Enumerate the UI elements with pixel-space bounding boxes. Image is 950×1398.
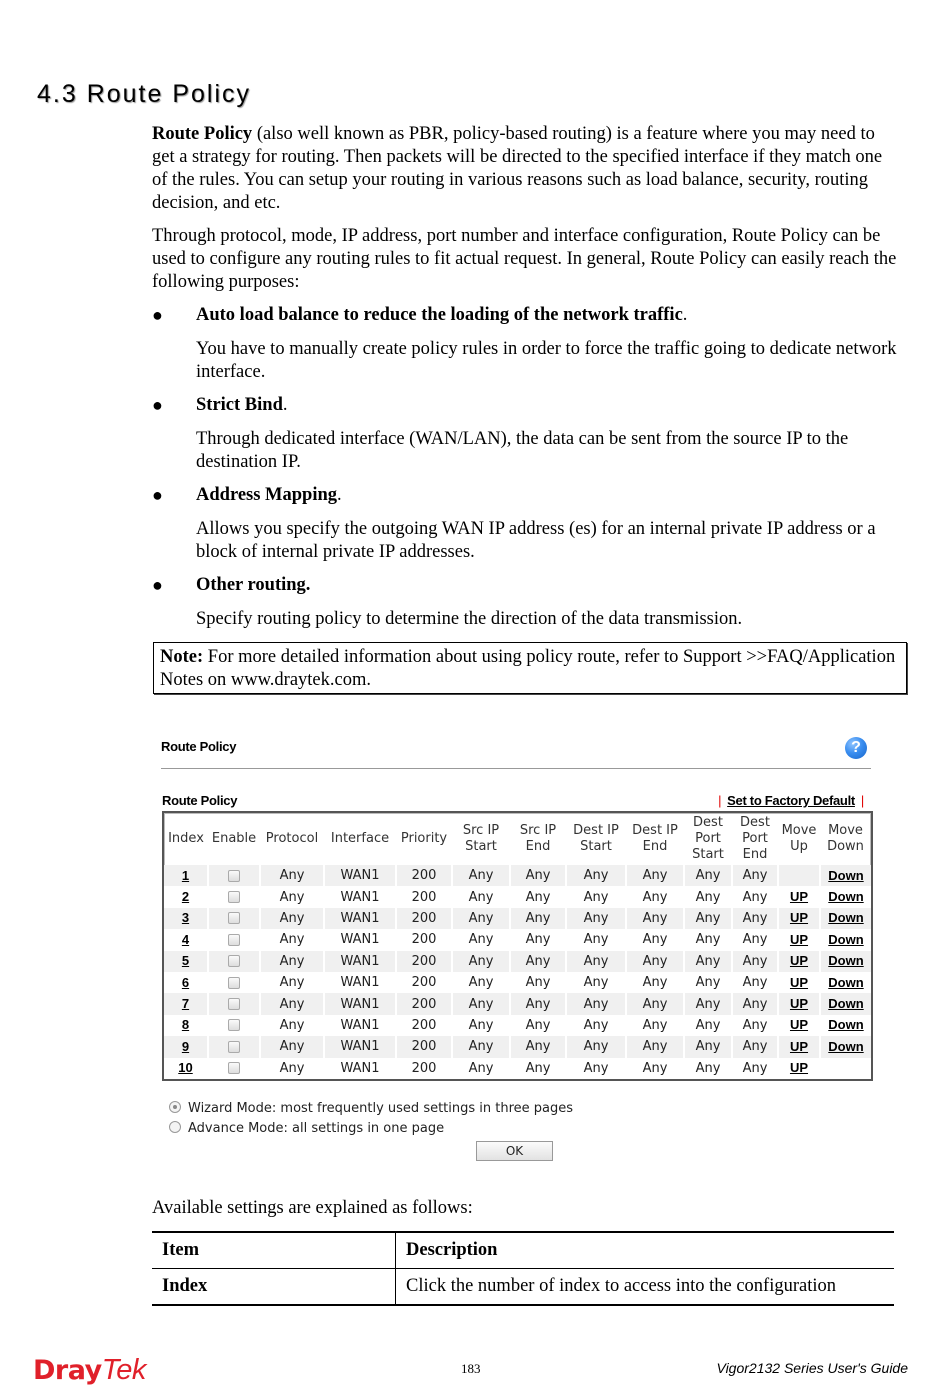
dport-end-cell: Any: [732, 1058, 778, 1079]
src-start-cell: Any: [452, 972, 510, 993]
col-dest-port-end: Dest Port End: [740, 815, 770, 862]
move-down-cell: [820, 972, 871, 993]
src-start-cell: Any: [452, 886, 510, 907]
bullet-dot-icon: ●: [152, 305, 163, 325]
src-end-cell: Any: [510, 972, 566, 993]
dst-end-cell: Any: [626, 951, 684, 972]
logo-dray: Dray: [33, 1355, 102, 1386]
dport-end-cell: Any: [732, 908, 778, 929]
table-row: [164, 972, 871, 993]
dst-start-cell: Any: [566, 886, 626, 907]
interface-cell: WAN1: [324, 1058, 396, 1079]
table-row: [164, 865, 871, 886]
priority-cell: 200: [396, 908, 452, 929]
move-up-cell: [778, 865, 820, 886]
index-link[interactable]: 5: [181, 953, 190, 969]
src-start-cell: Any: [452, 951, 510, 972]
protocol-cell: Any: [260, 865, 324, 886]
ui-page-title: Route Policy: [161, 739, 237, 754]
dport-end-cell: Any: [732, 993, 778, 1014]
move-down-cell: [820, 951, 871, 972]
dst-end-cell: Any: [626, 1036, 684, 1057]
src-start-cell: Any: [452, 929, 510, 950]
interface-cell: WAN1: [324, 1015, 396, 1036]
priority-cell: 200: [396, 1058, 452, 1079]
src-start-cell: Any: [452, 865, 510, 886]
dport-start-cell: Any: [684, 1036, 732, 1057]
move-up-link[interactable]: UP: [789, 1017, 809, 1033]
dport-start-cell: Any: [684, 1058, 732, 1079]
enable-cell: [208, 929, 260, 950]
index-link[interactable]: 2: [181, 889, 190, 905]
src-end-cell: Any: [510, 1015, 566, 1036]
enable-checkbox[interactable]: [228, 1041, 240, 1053]
table-row: [164, 951, 871, 972]
dport-end-cell: Any: [732, 929, 778, 950]
wizard-mode-radio[interactable]: [169, 1101, 181, 1113]
col-src-ip-start: Src IP Start: [462, 823, 500, 854]
index-cell: [164, 865, 208, 886]
src-end-cell: Any: [510, 908, 566, 929]
dst-start-cell: Any: [566, 908, 626, 929]
enable-checkbox[interactable]: [228, 998, 240, 1010]
separator: |: [718, 793, 722, 808]
settings-table: [152, 1231, 894, 1306]
dst-start-cell: Any: [566, 1058, 626, 1079]
move-down-cell: [820, 929, 871, 950]
enable-cell: [208, 908, 260, 929]
section-title: 4.3 Route Policy: [37, 80, 252, 108]
priority-cell: 200: [396, 1015, 452, 1036]
move-down-link[interactable]: Down: [828, 1038, 864, 1054]
bullet-desc: You have to manually create policy rules in order to force the traffic going to dedicate network interface.: [196, 339, 897, 382]
dport-end-cell: Any: [732, 1015, 778, 1036]
wizard-mode-label: Wizard Mode: most frequently used settings in three pages: [188, 1101, 574, 1116]
index-cell: [164, 1015, 208, 1036]
enable-checkbox[interactable]: [228, 891, 240, 903]
bullet-dot-icon: ●: [152, 395, 163, 415]
dport-start-cell: Any: [684, 1015, 732, 1036]
col-protocol: Protocol: [265, 831, 319, 846]
guide-title: Vigor2132 Series User's Guide: [716, 1360, 908, 1376]
move-up-cell: [778, 993, 820, 1014]
header-item: Item: [152, 1232, 396, 1269]
dst-start-cell: Any: [566, 929, 626, 950]
move-down-link[interactable]: Down: [828, 996, 864, 1012]
dport-start-cell: Any: [684, 929, 732, 950]
settings-header-row: [152, 1232, 894, 1269]
src-end-cell: Any: [510, 886, 566, 907]
dst-start-cell: Any: [566, 951, 626, 972]
dst-start-cell: Any: [566, 1036, 626, 1057]
move-up-cell: [778, 1015, 820, 1036]
move-up-link[interactable]: UP: [789, 889, 809, 905]
src-end-cell: Any: [510, 1058, 566, 1079]
protocol-cell: Any: [260, 993, 324, 1014]
interface-cell: WAN1: [324, 929, 396, 950]
set-factory-default-link[interactable]: Set to Factory Default: [727, 793, 855, 808]
dport-start-cell: Any: [684, 951, 732, 972]
dst-end-cell: Any: [626, 908, 684, 929]
dst-end-cell: Any: [626, 1058, 684, 1079]
move-up-cell: [778, 886, 820, 907]
move-down-link[interactable]: Down: [828, 974, 864, 990]
src-start-cell: Any: [452, 993, 510, 1014]
src-end-cell: Any: [510, 1036, 566, 1057]
intro-paragraph-2: [152, 225, 897, 294]
col-enable: Enable: [211, 831, 257, 846]
dst-end-cell: Any: [626, 886, 684, 907]
dst-end-cell: Any: [626, 929, 684, 950]
dport-end-cell: Any: [732, 951, 778, 972]
dport-end-cell: Any: [732, 865, 778, 886]
dport-start-cell: Any: [684, 972, 732, 993]
col-move-down: Move Down: [827, 823, 864, 854]
col-move-up: Move Up: [781, 823, 817, 854]
interface-cell: WAN1: [324, 865, 396, 886]
index-cell: [164, 972, 208, 993]
src-start-cell: Any: [452, 1015, 510, 1036]
dst-start-cell: Any: [566, 865, 626, 886]
move-up-link[interactable]: UP: [789, 996, 809, 1012]
col-dest-port-start: Dest Port Start: [692, 815, 724, 862]
settings-description: Click the number of index to access into the configuration: [396, 1269, 895, 1306]
move-down-link[interactable]: Down: [828, 889, 864, 905]
move-up-cell: [778, 972, 820, 993]
enable-checkbox[interactable]: [228, 934, 240, 946]
interface-cell: WAN1: [324, 972, 396, 993]
dst-start-cell: Any: [566, 972, 626, 993]
move-down-link[interactable]: Down: [828, 1017, 864, 1033]
dst-end-cell: Any: [626, 1015, 684, 1036]
page-number: 183: [461, 1361, 481, 1376]
move-down-cell: [820, 993, 871, 1014]
enable-checkbox[interactable]: [228, 912, 240, 924]
dport-start-cell: Any: [684, 886, 732, 907]
note-label: Note:: [160, 647, 204, 667]
enable-checkbox[interactable]: [228, 977, 240, 989]
index-cell: [164, 1036, 208, 1057]
bullet-title: Other routing.: [196, 575, 311, 595]
col-index: Index: [168, 831, 204, 846]
enable-cell: [208, 886, 260, 907]
settings-item: Index: [152, 1269, 396, 1306]
enable-cell: [208, 972, 260, 993]
move-up-link[interactable]: UP: [789, 953, 809, 969]
advance-mode-label: Advance Mode: all settings in one page: [188, 1121, 445, 1136]
protocol-cell: Any: [260, 908, 324, 929]
priority-cell: 200: [396, 929, 452, 950]
intro-paragraph-1: [152, 123, 897, 215]
divider: [161, 768, 871, 769]
intro-text-2: Through protocol, mode, IP address, port number and interface configuration, Route Policy can be used to configure any routing rules to fit actual request. In general, Route Policy can easily reach the following purposes:: [152, 226, 897, 292]
dport-start-cell: Any: [684, 993, 732, 1014]
move-down-link[interactable]: Down: [828, 953, 864, 969]
index-cell: [164, 951, 208, 972]
bullet-desc: Through dedicated interface (WAN/LAN), the data can be sent from the source IP to the destination IP.: [196, 429, 849, 472]
index-link[interactable]: 7: [181, 996, 190, 1012]
move-up-link[interactable]: UP: [789, 910, 809, 926]
dst-start-cell: Any: [566, 1015, 626, 1036]
table-header-row: [164, 813, 871, 865]
help-icon[interactable]: ?: [845, 737, 867, 759]
enable-checkbox[interactable]: [228, 955, 240, 967]
priority-cell: 200: [396, 865, 452, 886]
dst-start-cell: Any: [566, 993, 626, 1014]
priority-cell: 200: [396, 886, 452, 907]
dst-end-cell: Any: [626, 865, 684, 886]
bullet-desc: Specify routing policy to determine the direction of the data transmission.: [196, 609, 743, 629]
factory-default-links: [712, 793, 870, 808]
bullet-suffix: .: [282, 395, 288, 415]
table-row: [164, 1058, 871, 1079]
move-down-link[interactable]: Down: [828, 867, 864, 883]
move-down-cell: [820, 908, 871, 929]
col-dest-ip-start: Dest IP Start: [573, 823, 619, 854]
priority-cell: 200: [396, 1036, 452, 1057]
note-text: For more detailed information about using policy route, refer to Support >>FAQ/Application Notes on www.draytek.com.: [160, 647, 896, 690]
priority-cell: 200: [396, 951, 452, 972]
move-up-link[interactable]: UP: [789, 974, 809, 990]
dport-end-cell: Any: [732, 886, 778, 907]
bullet-dot-icon: ●: [152, 575, 163, 595]
bullet-title: Strict Bind: [196, 395, 283, 415]
move-up-link[interactable]: UP: [789, 931, 809, 947]
bullet-suffix: .: [337, 485, 342, 505]
index-cell: [164, 929, 208, 950]
table-row: [164, 929, 871, 950]
protocol-cell: Any: [260, 1058, 324, 1079]
enable-checkbox[interactable]: [228, 870, 240, 882]
src-end-cell: Any: [510, 865, 566, 886]
src-end-cell: Any: [510, 993, 566, 1014]
table-row: [164, 1036, 871, 1057]
draytek-logo: [33, 1354, 146, 1387]
src-end-cell: Any: [510, 951, 566, 972]
src-start-cell: Any: [452, 1036, 510, 1057]
settings-intro: Available settings are explained as follows:: [152, 1198, 473, 1218]
protocol-cell: Any: [260, 886, 324, 907]
index-link[interactable]: 9: [181, 1038, 190, 1054]
index-cell: [164, 886, 208, 907]
table-row: [164, 993, 871, 1014]
dst-end-cell: Any: [626, 993, 684, 1014]
move-down-cell: [820, 1015, 871, 1036]
col-interface: Interface: [330, 831, 390, 846]
note-box: [153, 642, 907, 694]
index-cell: [164, 993, 208, 1014]
enable-checkbox[interactable]: [228, 1062, 240, 1074]
priority-cell: 200: [396, 972, 452, 993]
enable-cell: [208, 1015, 260, 1036]
bullet-suffix: .: [682, 305, 688, 325]
advance-mode-option[interactable]: [169, 1121, 444, 1136]
enable-cell: [208, 993, 260, 1014]
protocol-cell: Any: [260, 929, 324, 950]
src-end-cell: Any: [510, 929, 566, 950]
col-src-ip-end: Src IP End: [519, 823, 557, 854]
index-link[interactable]: 10: [178, 1060, 193, 1076]
move-up-cell: [778, 951, 820, 972]
table-row: [164, 886, 871, 907]
index-cell: [164, 908, 208, 929]
move-up-cell: [778, 1058, 820, 1079]
table-caption: Route Policy: [162, 793, 238, 808]
intro-text: (also well known as PBR, policy-based routing) is a feature where you may need to get a strategy for routing. Then packets will be directed to the specified interface if they match one of the rules. You can setup your routing in various reasons such as load balance, security, routing decision, and etc.: [152, 124, 883, 213]
move-down-link[interactable]: Down: [828, 910, 864, 926]
interface-cell: WAN1: [324, 908, 396, 929]
dst-end-cell: Any: [626, 972, 684, 993]
priority-cell: 200: [396, 993, 452, 1014]
bullet-title: Auto load balance to reduce the loading of the network traffic: [196, 305, 683, 325]
interface-cell: WAN1: [324, 886, 396, 907]
logo-tek: Tek: [101, 1354, 146, 1386]
wizard-mode-option[interactable]: [169, 1101, 573, 1116]
bullet-dot-icon: ●: [152, 485, 163, 505]
header-description: Description: [396, 1232, 895, 1269]
ok-button[interactable]: OK: [476, 1141, 553, 1161]
table-row: [164, 908, 871, 929]
route-policy-table: [162, 811, 873, 1081]
protocol-cell: Any: [260, 1036, 324, 1057]
dport-end-cell: Any: [732, 1036, 778, 1057]
move-down-link[interactable]: Down: [828, 931, 864, 947]
enable-cell: [208, 1058, 260, 1079]
move-up-link[interactable]: UP: [789, 1038, 809, 1054]
protocol-cell: Any: [260, 1015, 324, 1036]
move-down-cell: [820, 1058, 871, 1079]
intro-term: Route Policy: [152, 124, 253, 144]
move-down-cell: [820, 865, 871, 886]
bullet-title: Address Mapping: [196, 485, 338, 505]
index-cell: [164, 1058, 208, 1079]
advance-mode-radio[interactable]: [169, 1121, 181, 1133]
index-link[interactable]: 4: [181, 931, 190, 947]
dport-start-cell: Any: [684, 865, 732, 886]
index-link[interactable]: 8: [181, 1017, 190, 1033]
enable-checkbox[interactable]: [228, 1019, 240, 1031]
move-down-cell: [820, 886, 871, 907]
src-start-cell: Any: [452, 1058, 510, 1079]
move-up-link[interactable]: UP: [789, 1060, 809, 1076]
protocol-cell: Any: [260, 972, 324, 993]
move-down-cell: [820, 1036, 871, 1057]
settings-row: [152, 1269, 894, 1306]
index-link[interactable]: 1: [181, 867, 190, 883]
protocol-cell: Any: [260, 951, 324, 972]
enable-cell: [208, 951, 260, 972]
col-dest-ip-end: Dest IP End: [632, 823, 678, 854]
move-up-cell: [778, 908, 820, 929]
dport-start-cell: Any: [684, 908, 732, 929]
index-link[interactable]: 6: [181, 974, 190, 990]
interface-cell: WAN1: [324, 951, 396, 972]
dport-end-cell: Any: [732, 972, 778, 993]
enable-cell: [208, 865, 260, 886]
separator: |: [860, 793, 864, 808]
move-up-cell: [778, 929, 820, 950]
index-link[interactable]: 3: [181, 910, 190, 926]
src-start-cell: Any: [452, 908, 510, 929]
move-up-cell: [778, 1036, 820, 1057]
interface-cell: WAN1: [324, 993, 396, 1014]
table-row: [164, 1015, 871, 1036]
enable-cell: [208, 1036, 260, 1057]
bullet-desc: Allows you specify the outgoing WAN IP address (es) for an internal private IP address or a block of internal private IP addresses.: [196, 519, 876, 562]
col-priority: Priority: [400, 831, 448, 846]
interface-cell: WAN1: [324, 1036, 396, 1057]
